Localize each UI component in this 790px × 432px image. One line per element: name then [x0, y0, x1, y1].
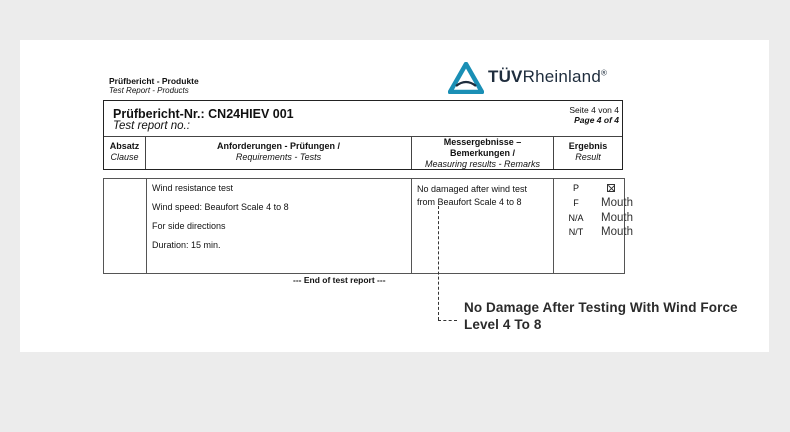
requirement-line: For side directions [152, 221, 226, 231]
report-number-en: Test report no.: [113, 120, 190, 132]
requirements-cell [147, 179, 412, 273]
logo-bold-part: TÜV [488, 67, 523, 86]
clause-cell [104, 179, 147, 273]
column-label-en: Clause [110, 152, 139, 162]
tuv-logo [448, 62, 618, 94]
checked-box-icon [607, 184, 615, 192]
test-results-table [103, 178, 633, 274]
callout-annotation: No Damage After Testing With Wind Force Level 4 To 8 [464, 300, 738, 332]
report-header-table [103, 100, 623, 170]
callout-line-horizontal [438, 320, 457, 321]
measurement-text: No damaged after wind test from Beaufort Scale 4 to 8 [417, 184, 528, 207]
page-number-de: Seite 4 von 4 [569, 105, 619, 115]
result-code: N/T [568, 227, 584, 237]
column-label-de: Messergebnisse – Bemerkungen / [443, 137, 522, 158]
result-code: N/A [568, 213, 584, 223]
page-number-en: Page 4 of 4 [574, 115, 619, 125]
column-header-measuring [412, 136, 554, 169]
column-label-en: Result [575, 152, 601, 162]
report-number: Prüfbericht-Nr.: CN24HIEV 001 [113, 107, 294, 121]
column-label-en: Requirements - Tests [235, 152, 322, 162]
result-code: F [573, 198, 579, 208]
column-header-result [554, 136, 622, 169]
result-value: Mouth [601, 212, 633, 224]
requirement-line: Duration: 15 min. [152, 240, 221, 250]
column-label-de: Ergebnis [568, 141, 608, 151]
tuv-triangle-icon [448, 62, 484, 94]
column-label-de: Anforderungen - Prüfungen / [217, 141, 340, 151]
requirement-line: Wind resistance test [152, 183, 234, 193]
column-label-de: Absatz [109, 141, 140, 151]
result-code: P [572, 183, 579, 193]
column-label-en: Measuring results - Remarks [424, 159, 541, 169]
column-header-requirements [146, 136, 412, 169]
document-sheet [20, 40, 769, 352]
report-type-en: Test Report - Products [109, 86, 189, 95]
report-title-row [104, 101, 622, 137]
end-of-report: --- End of test report --- [293, 275, 386, 285]
logo-registered-mark: ® [600, 68, 608, 78]
logo-rest-part: Rheinland [522, 67, 601, 86]
column-header-clause [104, 136, 146, 169]
callout-line-vertical [438, 206, 439, 320]
result-value: Mouth [601, 226, 633, 238]
measurement-cell [412, 179, 554, 273]
result-cell [554, 179, 633, 273]
report-type-de: Prüfbericht - Produkte [109, 76, 199, 86]
requirement-line: Wind speed: Beaufort Scale 4 to 8 [152, 202, 289, 212]
logo-wordmark [488, 67, 607, 87]
result-value: Mouth [601, 197, 633, 209]
